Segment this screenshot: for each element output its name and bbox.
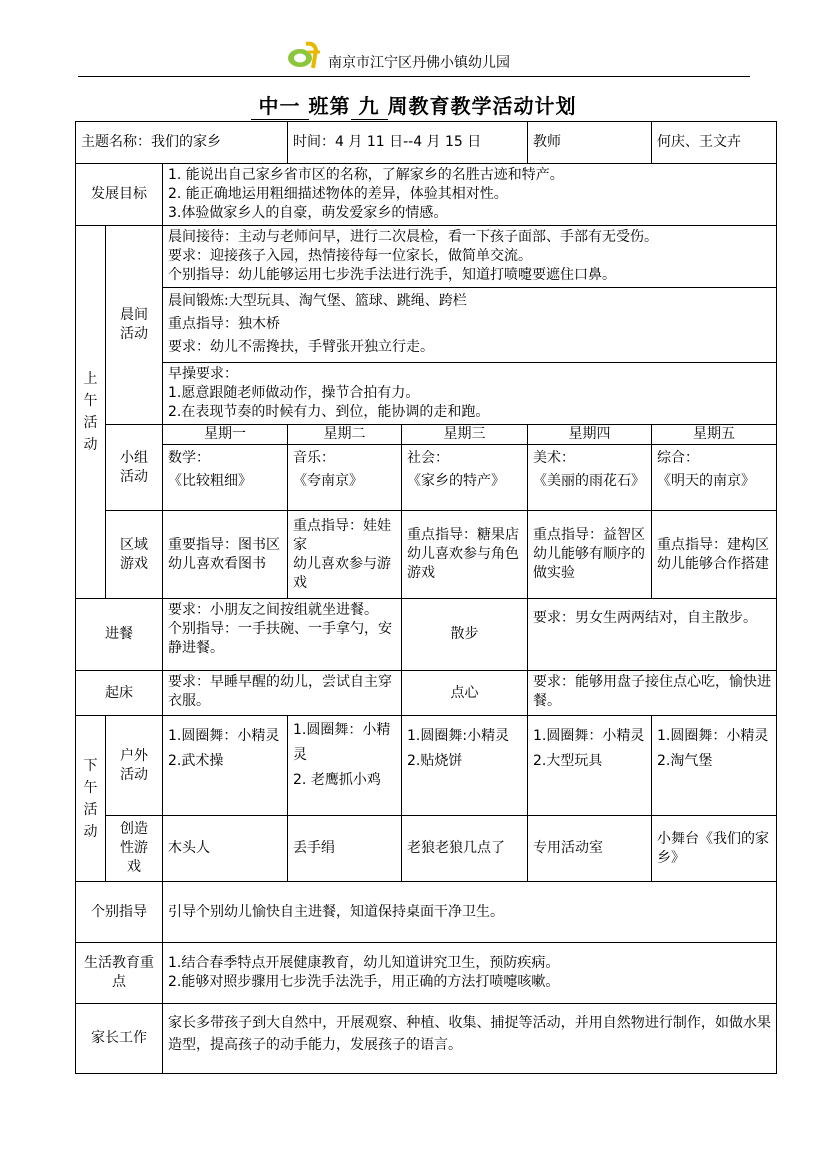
creative-cell: 木头人	[163, 816, 288, 882]
area-cell: 重点指导：糖果店 幼儿喜欢参与角色游戏	[402, 511, 528, 599]
meal-row	[76, 599, 777, 671]
goal-item: 2. 能正确地运用粗细描述物体的差异，体验其相对性。	[168, 186, 508, 202]
outdoor-cell: 1.圆圈舞:小精灵 2.贴烧饼	[402, 716, 528, 816]
outdoor-cell: 1.圆圈舞：小精灵 2.大型玩具	[528, 716, 652, 816]
individual-row	[76, 882, 777, 943]
group-cell: 音乐： 《夸南京》	[288, 445, 402, 511]
creative-cell: 丢手绢	[288, 816, 402, 882]
life-row	[76, 943, 777, 1004]
teacher-label: 教师	[528, 122, 652, 164]
outdoor-cell: 1.圆圈舞：小精灵 2.淘气堡	[652, 716, 777, 816]
wake-row	[76, 671, 777, 716]
page-header	[78, 38, 750, 77]
walk-label: 散步	[402, 599, 528, 671]
exercise-text: 晨间锻炼:大型玩具、淘气堡、篮球、跳绳、跨栏 重点指导：独木桥 要求：幼儿不需搀扶，手臂张开独立行走。	[163, 288, 777, 363]
life-label: 生活教育重点	[76, 943, 163, 1004]
early-activity-label: 晨间活动	[106, 226, 163, 425]
afternoon-section-label: 下午活动	[76, 716, 106, 882]
morning-section-label: 上午活动	[76, 226, 106, 599]
time-cell: 时间：4 月 11 日--4 月 15 日	[288, 122, 528, 164]
creative-label: 创造性游戏	[106, 816, 163, 882]
class-name: 中一	[251, 90, 309, 120]
individual-label: 个别指导	[76, 882, 163, 943]
reception-row	[76, 226, 777, 288]
day-header: 星期五	[652, 425, 777, 445]
snack-label: 点心	[402, 671, 528, 716]
goals-row	[76, 164, 777, 226]
plan-table	[75, 121, 777, 1074]
day-header: 星期一	[163, 425, 288, 445]
page-title	[0, 90, 827, 120]
life-text: 1.结合春季特点开展健康教育，幼儿知道讲究卫生，预防疾病。 2.能够对照步骤用七步洗手法洗手，用正确的方法打喷嚏咳嗽。	[163, 943, 777, 1004]
area-cell: 重要指导：图书区幼儿喜欢看图书	[163, 511, 288, 599]
creative-cell: 老狼老狼几点了	[402, 816, 528, 882]
creative-cell: 专用活动室	[528, 816, 652, 882]
walk-text: 要求：男女生两两结对，自主散步。	[528, 599, 777, 671]
meal-label: 进餐	[76, 599, 163, 671]
group-cell: 社会： 《家乡的特产》	[402, 445, 528, 511]
parents-label: 家长工作	[76, 1004, 163, 1074]
drill-text: 早操要求： 1.愿意跟随老师做动作，操节合拍有力。 2.在表现节奏的时候有力、到位，能协调的走和跑。	[163, 363, 777, 425]
exercise-row	[76, 288, 777, 363]
area-game-label: 区域游戏	[106, 511, 163, 599]
area-cell: 重点指导：益智区 幼儿能够有顺序的做实验	[528, 511, 652, 599]
goal-item: 1. 能说出自己家乡省市区的名称，了解家乡的名胜古迹和特产。	[168, 167, 564, 183]
group-activity-label: 小组活动	[106, 425, 163, 511]
school-logo-icon	[286, 40, 326, 70]
outdoor-cell: 1.圆圈舞：小精灵 2.武术操	[163, 716, 288, 816]
class-suffix: 班第	[308, 94, 351, 118]
wake-label: 起床	[76, 671, 163, 716]
title-suffix: 周教育教学活动计划	[387, 94, 577, 118]
reception-text: 晨间接待：主动与老师问早，进行二次晨检，看一下孩子面部、手部有无受伤。 要求：迎接孩子入园，热情接待每一位家长，做简单交流。 个别指导：幼儿能够运用七步洗手法进行洗手，知道打喷嚏要遮住口鼻。	[163, 226, 777, 288]
individual-text: 引导个别幼儿愉快自主进餐，知道保持桌面干净卫生。	[163, 882, 777, 943]
weekday-row	[76, 425, 777, 445]
teacher-names: 何庆、王文卉	[652, 122, 777, 164]
group-cell: 综合： 《明天的南京》	[652, 445, 777, 511]
goals-label: 发展目标	[76, 164, 163, 226]
wake-text: 要求：早睡早醒的幼儿，尝试自主穿衣服。	[163, 671, 402, 716]
group-cell: 数学： 《比较粗细》	[163, 445, 288, 511]
school-name: 南京市江宁区丹佛小镇幼儿园	[328, 55, 510, 71]
creative-cell: 小舞台《我们的家乡》	[652, 816, 777, 882]
snack-text: 要求：能够用盘子接住点心吃，愉快进餐。	[528, 671, 777, 716]
day-header: 星期二	[288, 425, 402, 445]
theme-cell: 主题名称：我们的家乡	[76, 122, 288, 164]
day-header: 星期三	[402, 425, 528, 445]
drill-row	[76, 363, 777, 425]
week-number: 九	[351, 90, 388, 120]
info-row	[76, 122, 777, 164]
outdoor-label: 户外活动	[106, 716, 163, 816]
goals-text	[163, 164, 777, 226]
goal-item: 3.体验做家乡人的自豪，萌发爱家乡的情感。	[168, 205, 448, 221]
group-cell: 美术： 《美丽的雨花石》	[528, 445, 652, 511]
meal-text: 要求：小朋友之间按组就坐进餐。 个别指导：一手扶碗、一手拿勺，安静进餐。	[163, 599, 402, 671]
parents-text: 家长多带孩子到大自然中，开展观察、种植、收集、捕捉等活动，并用自然物进行制作，如做水果造型，提高孩子的动手能力，发展孩子的语言。	[163, 1004, 777, 1074]
creative-row	[76, 816, 777, 882]
day-header: 星期四	[528, 425, 652, 445]
area-row	[76, 511, 777, 599]
group-row	[76, 445, 777, 511]
outdoor-row	[76, 716, 777, 816]
outdoor-cell: 1.圆圈舞：小精灵 2. 老鹰抓小鸡	[288, 716, 402, 816]
area-cell: 重点指导：建构区 幼儿能够合作搭建	[652, 511, 777, 599]
parents-row	[76, 1004, 777, 1074]
area-cell: 重点指导：娃娃家 幼儿喜欢参与游戏	[288, 511, 402, 599]
